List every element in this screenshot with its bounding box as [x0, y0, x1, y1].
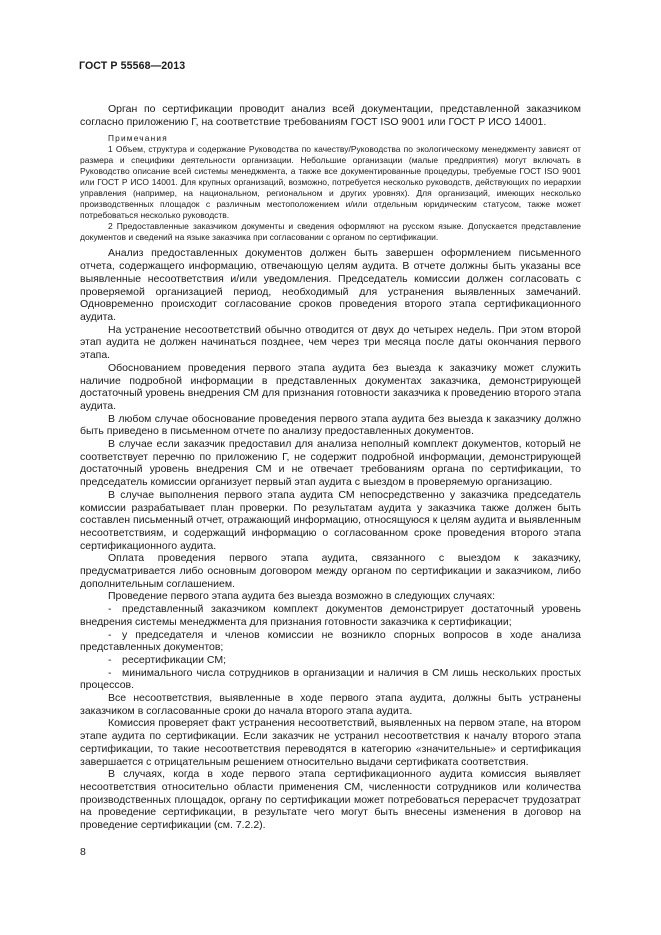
body-paragraph: Комиссия проверяет факт устранения несоответствий, выявленных на первом этапе, на втором этапе аудита по сертификации. Если заказчик не устранил несоответствия к началу второго этапа сертификации, то такие несоответствия переводятся в категорию «значительные» и сертификация завершается с отрицательным решением относительно выдачи сертификата соответствия. [80, 717, 581, 768]
list-item-text: ресертификации СМ; [122, 653, 227, 666]
body-paragraph: В случае выполнения первого этапа аудита СМ непосредственно у заказчика председатель комиссии разрабатывает план проверки. По результатам аудита у заказчика также должен быть составлен письменный отчет, отражающий информацию, относящуюся к целям аудита и выявленным несоответствиям, и содержащий информацию о согласованном сроке проведения второго этапа сертификационного аудита. [80, 488, 581, 552]
list-dash: - [108, 653, 112, 666]
standard-header: ГОСТ Р 55568—2013 [79, 60, 186, 72]
body-paragraph: В любом случае обоснование проведения первого этапа аудита без выезда к заказчику должно быть приведено в письменном отчете по анализу предоставленных документов. [80, 412, 581, 438]
body-paragraph: Оплата проведения первого этапа аудита, связанного с выездом к заказчику, предусматривается либо основным договором между органом по сертификации и заказчиком, либо дополнительным соглашением. [80, 552, 581, 590]
page-content [80, 103, 581, 832]
body-paragraph: В случаях, когда в ходе первого этапа сертификационного аудита комиссия выявляет несоответствия относительно области применения СМ, численности сотрудников или количества производственных площадок, органу по сертификации может потребоваться перерасчет трудозатрат на проведение сертификации, в результате чего могут быть внесены изменения в договор на проведение сертификации (см. 7.2.2). [80, 768, 581, 832]
note-item: 1 Объем, структура и содержание Руководства по качеству/Руководства по экологическому менеджменту зависят от размера и специфики деятельности организации. Небольшие организации (малые предприятия) могут включать в Руководство описание всей системы менеджмента, а также все документированные процедуры, требуемые ГОСТ ISO 9001 или ГОСТ Р ИСО 14001. Для крупных организаций, возможно, потребуется несколько руководств, действующих по иерархии управления (например, на национальном, региональном и других уровнях). Для организаций, имеющих несколько производственных площадок с различным местоположением и/или отдельным юридическим статусом, также может потребоваться несколько руководств. [80, 144, 581, 220]
list-item-text: минимального числа сотрудников в организации и наличия в СМ лишь нескольких простых процессов. [80, 666, 581, 692]
notes-block [80, 133, 581, 242]
page-number: 8 [80, 846, 86, 858]
list-item [80, 654, 581, 667]
list-item [80, 667, 581, 692]
list-dash: - [108, 628, 112, 641]
body-paragraph: Анализ предоставленных документов должен быть завершен оформлением письменного отчета, содержащего информацию, отвечающую целям аудита. В отчете должны быть указаны все выявленные несоответствия и/или уведомления. Председатель комиссии должен согласовать с проверяемой организацией период, необходимый для устранения выявленных замечаний. Одновременно происходит согласование сроков проведения второго этапа сертификационного аудита. [80, 247, 581, 323]
body-paragraph: На устранение несоответствий обычно отводится от двух до четырех недель. При этом второй этап аудита не должен начинаться позднее, чем через три месяца после даты окончания первого этапа. [80, 323, 581, 362]
list-item-text: у председателя и членов комиссии не возникло спорных вопросов в ходе анализа представленных документов; [80, 628, 581, 654]
list-dash: - [108, 666, 112, 679]
intro-paragraph: Орган по сертификации проводит анализ всей документации, представленной заказчиком согласно приложению Г, на соответствие требованиям ГОСТ ISO 9001 или ГОСТ Р ИСО 14001. [80, 103, 581, 128]
notes-heading: Примечания [108, 133, 168, 144]
body-paragraph: В случае если заказчик предоставил для анализа неполный комплект документов, который не соответствует перечню по приложению Г, не содержит подробной информации, демонстрирующей достаточный уровень внедрения СМ и не отвечает требованиям органа по сертификации, то председатель комиссии организует первый этап аудита с выездом в проверяемую организацию. [80, 438, 581, 489]
body-paragraph: Обоснованием проведения первого этапа аудита без выезда к заказчику может служить наличие подробной информации в представленных документах заказчика, демонстрирующей достаточный уровень внедрения СМ для признания готовности заказчика к проведению второго этапа аудита. [80, 361, 581, 412]
list-item-text: представленный заказчиком комплект документов демонстрирует достаточный уровень внедрения системы менеджмента для признания готовности заказчика к сертификации; [80, 603, 581, 628]
list-item [80, 629, 581, 654]
list-item [80, 603, 581, 628]
note-item: 2 Предоставленные заказчиком документы и сведения оформляют на русском языке. Допускается представление документов и сведений на языке заказчика при согласовании с органом по сертификации. [80, 220, 581, 242]
body-paragraph: Все несоответствия, выявленные в ходе первого этапа аудита, должны быть устранены заказчиком в согласованные сроки до начала второго этапа аудита. [80, 692, 581, 717]
list-dash: - [108, 603, 112, 616]
body-paragraph: Проведение первого этапа аудита без выезда возможно в следующих случаях: [108, 590, 496, 603]
